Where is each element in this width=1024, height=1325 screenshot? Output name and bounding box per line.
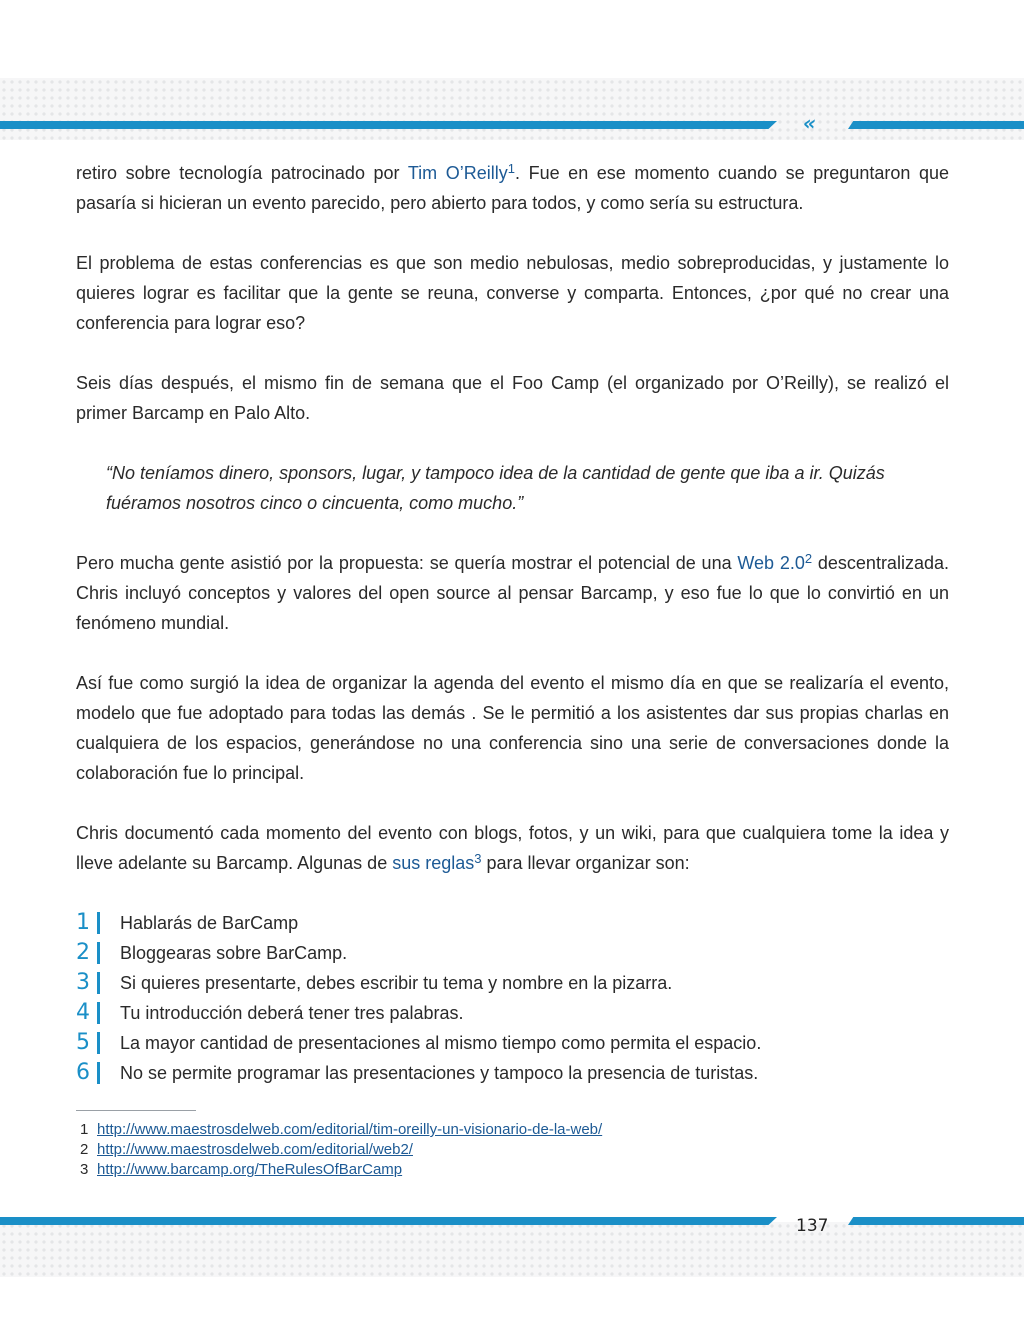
page-number: 137 xyxy=(796,1216,829,1236)
footnote-2: 2 http://www.maestrosdelweb.com/editorial/web2/ xyxy=(80,1141,413,1158)
paragraph-1: retiro sobre tecnología patrocinado por Tim O’Reilly$^1$. Fue en ese momento cuando se preguntaron que pasaría si hicieran un evento parecido, pero abierto para todos, y como sería su estructura. xyxy=(76,161,949,213)
web20-link[interactable]: Web 2.0 xyxy=(737,553,805,573)
footnote-link-3[interactable]: http://www.barcamp.org/TheRulesOfBarCamp xyxy=(97,1161,403,1178)
rule-item xyxy=(76,908,949,938)
rule-number: 4 xyxy=(76,998,116,1028)
paragraph-3: Seis días después, el mismo fin de semana que el Foo Camp (el organizado por O’Reilly), se realizó el primer Barcamp en Palo Alto. xyxy=(76,373,949,423)
barcamp-rules-list xyxy=(76,908,949,1088)
rule-number: 3 xyxy=(76,968,116,998)
paragraph-4: Pero mucha gente asistió por la propuesta: se quería mostrar el potencial de una Web $2.0^2$ descentralizada. Chris incluyó conceptos y valores del open source al pensar Barcamp, y eso fue lo que lo convirtió en un fenómeno mundial. xyxy=(76,551,949,633)
footer-accent-bar-left xyxy=(0,1217,777,1225)
rule-item xyxy=(76,968,949,998)
footer-accent-bar-right xyxy=(848,1217,1024,1225)
tim-oreilly-link[interactable]: Tim O’Reilly xyxy=(407,163,508,183)
footnotes xyxy=(80,1120,602,1180)
footnote-link-1[interactable]: http://www.maestrosdelweb.com/editorial/tim-oreilly-un-visionario-de-la-web/ xyxy=(97,1121,603,1138)
rule-text: Bloggearas sobre BarCamp. xyxy=(120,943,348,963)
footnote-3: 3 http://www.barcamp.org/TheRulesOfBarCamp xyxy=(80,1161,403,1178)
page-body xyxy=(76,158,949,1088)
rule-number: 1 xyxy=(76,908,116,938)
rule-item xyxy=(76,938,949,968)
rule-item xyxy=(76,998,949,1028)
header-accent-bar-left xyxy=(0,121,777,129)
paragraph-2: El problema de estas conferencias es que son medio nebulosas, medio sobreproducidas, y justamente lo quieres lograr es facilitar que la gente se reuna, converse y comparta. Entonces, ¿por qué no crear una conferencia para lograr eso? xyxy=(76,253,949,333)
footer-dotted-band xyxy=(0,1222,1024,1277)
footnote-link-2[interactable]: http://www.maestrosdelweb.com/editorial/web2/ xyxy=(97,1141,413,1158)
footnote-1: 1 http://www.maestrosdelweb.com/editorial/tim-oreilly-un-visionario-de-la-web/ xyxy=(80,1121,603,1138)
paragraph-5: Así fue como surgió la idea de organizar la agenda del evento el mismo día en que se realizaría el evento, modelo que fue adoptado para todas las demás . Se le permitió a los asistentes dar sus propias charlas en cualquiera de los espacios, generándose no una conferencia sino una serie de conversaciones donde la colaboración fue lo principal. xyxy=(76,673,949,783)
rule-number: 2 xyxy=(76,938,116,968)
double-chevron-left-icon: « xyxy=(803,111,813,135)
rule-number: 6 xyxy=(76,1058,116,1088)
rule-text: La mayor cantidad de presentaciones al mismo tiempo como permita el espacio. xyxy=(120,1033,762,1053)
rule-text: Tu introducción deberá tener tres palabras. xyxy=(120,1003,464,1023)
footnote-ref-1[interactable]: 1 xyxy=(507,161,515,176)
paragraph-6: Chris documentó cada momento del evento con blogs, fotos, y un wiki, para que cualquiera tome la idea y lleve adelante su Barcamp. Algunas de sus reglas$^3$ para llevar organizar son: xyxy=(76,823,949,873)
header-dotted-band xyxy=(0,78,1024,140)
header-accent-bar-right xyxy=(848,121,1024,129)
footnote-ref-2[interactable]: 2 xyxy=(804,551,813,566)
footnote-ref-3[interactable]: 3 xyxy=(474,851,482,866)
block-quote: “No teníamos dinero, sponsors, lugar, y tampoco idea de la cantidad de gente que iba a ir. Quizás fuéramos nosotros cinco o cincuenta, como mucho.” xyxy=(106,463,885,513)
footnote-divider xyxy=(76,1110,196,1111)
rule-item xyxy=(76,1028,949,1058)
rule-text: No se permite programar las presentaciones y tampoco la presencia de turistas. xyxy=(120,1063,759,1083)
rule-text: Hablarás de BarCamp xyxy=(120,913,299,933)
rule-number: 5 xyxy=(76,1028,116,1058)
sus-reglas-link[interactable]: sus reglas xyxy=(392,853,475,873)
rule-item xyxy=(76,1058,949,1088)
rule-text: Si quieres presentarte, debes escribir tu tema y nombre en la pizarra. xyxy=(120,973,673,993)
